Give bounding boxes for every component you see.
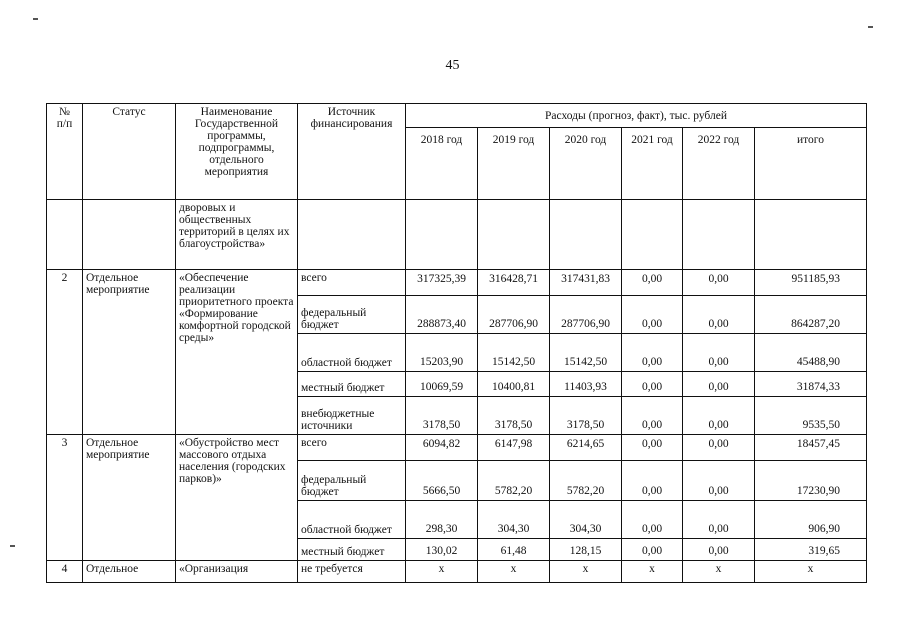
row-status: Отдельное xyxy=(83,561,176,583)
value-cell: 0,00 xyxy=(622,501,683,539)
header-num: № п/п xyxy=(47,104,83,200)
value-cell: 0,00 xyxy=(622,435,683,461)
value-cell: х xyxy=(550,561,622,583)
header-year-2020: 2020 год xyxy=(550,128,622,200)
row-source: всего xyxy=(298,435,406,461)
value-cell: 6094,82 xyxy=(406,435,478,461)
row-source: областной бюджет xyxy=(298,334,406,372)
value-cell: 319,65 xyxy=(755,539,867,561)
page-number: 45 xyxy=(445,58,460,73)
value-cell: 316428,71 xyxy=(478,270,550,296)
value-cell: 0,00 xyxy=(683,461,755,501)
scan-mark xyxy=(868,26,873,28)
row-number: 3 xyxy=(47,435,83,561)
value-cell: 0,00 xyxy=(622,334,683,372)
value-cell: 304,30 xyxy=(478,501,550,539)
row-name: «Обустройство мест массового отдыха населения (городских парков)» xyxy=(176,435,298,561)
value-cell: 0,00 xyxy=(622,270,683,296)
value-cell: х xyxy=(755,561,867,583)
row-number: 2 xyxy=(47,270,83,435)
value-cell: 130,02 xyxy=(406,539,478,561)
value-cell: 15203,90 xyxy=(406,334,478,372)
value-cell: 0,00 xyxy=(683,372,755,397)
value-cell: 11403,93 xyxy=(550,372,622,397)
value-cell: 10400,81 xyxy=(478,372,550,397)
value-cell: 298,30 xyxy=(406,501,478,539)
value-cell: 45488,90 xyxy=(755,334,867,372)
value-cell: 0,00 xyxy=(683,334,755,372)
table-row xyxy=(47,435,867,461)
value-cell: 5782,20 xyxy=(478,461,550,501)
value-cell: 0,00 xyxy=(683,270,755,296)
row-source: местный бюджет xyxy=(298,372,406,397)
value-cell: х xyxy=(683,561,755,583)
header-year-2018: 2018 год xyxy=(406,128,478,200)
value-cell: 15142,50 xyxy=(478,334,550,372)
table-row xyxy=(47,270,867,296)
row-source: местный бюджет xyxy=(298,539,406,561)
header-status: Статус xyxy=(83,104,176,200)
row-name: «Организация xyxy=(176,561,298,583)
header-row-1 xyxy=(47,104,867,128)
value-cell: 0,00 xyxy=(683,397,755,435)
value-cell: 128,15 xyxy=(550,539,622,561)
value-cell: 18457,45 xyxy=(755,435,867,461)
value-cell: х xyxy=(478,561,550,583)
value-cell: 317325,39 xyxy=(406,270,478,296)
value-cell: 317431,83 xyxy=(550,270,622,296)
expenses-table xyxy=(46,103,867,583)
value-cell: 3178,50 xyxy=(406,397,478,435)
value-cell: 287706,90 xyxy=(550,296,622,334)
value-cell: 3178,50 xyxy=(478,397,550,435)
value-cell: 0,00 xyxy=(622,397,683,435)
value-cell: 0,00 xyxy=(683,501,755,539)
value-cell: 5782,20 xyxy=(550,461,622,501)
table-row xyxy=(47,561,867,583)
row-source: не требуется xyxy=(298,561,406,583)
row-source: всего xyxy=(298,270,406,296)
scan-mark xyxy=(33,18,38,20)
header-name: Наименование Государственной программы, подпрограммы, отдельного мероприятия xyxy=(176,104,298,200)
row-source: внебюджетные источники xyxy=(298,397,406,435)
value-cell: х xyxy=(622,561,683,583)
value-cell: х xyxy=(406,561,478,583)
header-year-2019: 2019 год xyxy=(478,128,550,200)
header-total: итого xyxy=(755,128,867,200)
value-cell: 951185,93 xyxy=(755,270,867,296)
value-cell: 6147,98 xyxy=(478,435,550,461)
row-number: 4 xyxy=(47,561,83,583)
value-cell: 5666,50 xyxy=(406,461,478,501)
header-year-2022: 2022 год xyxy=(683,128,755,200)
value-cell: 906,90 xyxy=(755,501,867,539)
row-name: «Обеспечение реализации приоритетного проекта «Формирование комфортной городской среды» xyxy=(176,270,298,435)
value-cell: 0,00 xyxy=(683,435,755,461)
row-status: Отдельное мероприятие xyxy=(83,270,176,435)
value-cell: 287706,90 xyxy=(478,296,550,334)
value-cell: 61,48 xyxy=(478,539,550,561)
value-cell: 3178,50 xyxy=(550,397,622,435)
value-cell: 31874,33 xyxy=(755,372,867,397)
header-source: Источник финансирования xyxy=(298,104,406,200)
value-cell: 0,00 xyxy=(683,539,755,561)
value-cell: 0,00 xyxy=(622,296,683,334)
value-cell: 9535,50 xyxy=(755,397,867,435)
value-cell: 0,00 xyxy=(683,296,755,334)
scan-mark xyxy=(10,545,15,547)
row-status: Отдельное мероприятие xyxy=(83,435,176,561)
value-cell: 864287,20 xyxy=(755,296,867,334)
value-cell: 6214,65 xyxy=(550,435,622,461)
value-cell: 10069,59 xyxy=(406,372,478,397)
header-expenses: Расходы (прогноз, факт), тыс. рублей xyxy=(406,104,867,128)
continuation-row xyxy=(47,200,867,270)
value-cell: 15142,50 xyxy=(550,334,622,372)
header-year-2021: 2021 год xyxy=(622,128,683,200)
value-cell: 288873,40 xyxy=(406,296,478,334)
continuation-name: дворовых и общественных территорий в целях их благоустройства» xyxy=(176,200,298,270)
row-source: областной бюджет xyxy=(298,501,406,539)
value-cell: 0,00 xyxy=(622,539,683,561)
row-source: федеральный бюджет xyxy=(298,461,406,501)
value-cell: 17230,90 xyxy=(755,461,867,501)
row-source: федеральный бюджет xyxy=(298,296,406,334)
value-cell: 304,30 xyxy=(550,501,622,539)
value-cell: 0,00 xyxy=(622,461,683,501)
value-cell: 0,00 xyxy=(622,372,683,397)
